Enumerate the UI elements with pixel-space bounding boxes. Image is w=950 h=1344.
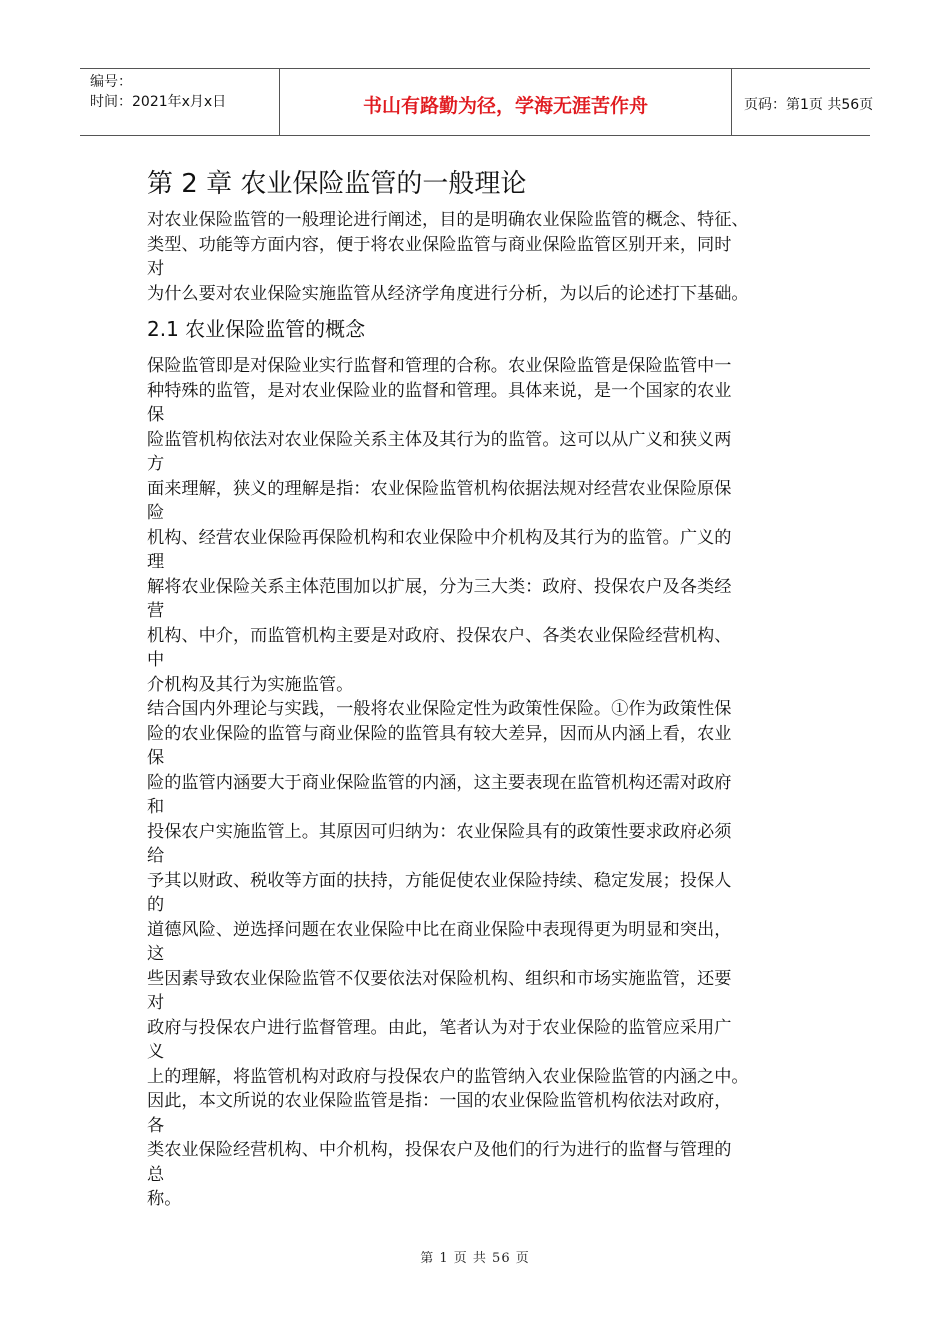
number-label: 编号：	[90, 74, 132, 90]
text-line: 称。	[147, 1189, 182, 1209]
text-line: 介机构及其行为实施监管。	[147, 674, 354, 695]
header-info-cell	[80, 69, 280, 135]
chapter-title: 第 2 章 农业保险监管的一般理论	[147, 169, 527, 199]
text-line: 机构、经营农业保险再保险机构和农业保险中介机构及其行为的监管。广义的	[147, 527, 732, 548]
text-line: 面来理解，狭义的理解是指：农业保险监管机构依据法规对经营农业保险原保	[147, 478, 732, 499]
intro-paragraph	[147, 208, 817, 306]
section-title: 2.1 农业保险监管的概念	[147, 317, 366, 341]
text-line: 因此，本文所说的农业保险监管是指：一国的农业保险监管机构依法对政府，	[147, 1091, 732, 1111]
header-motto-cell	[280, 69, 732, 135]
text-line: 解将农业保险关系主体范围加以扩展，分为三大类：政府、投保农户及各类经	[147, 576, 732, 597]
text-line: 方	[147, 454, 165, 474]
text-line: 险监管机构依法对农业保险关系主体及其行为的监管。这可以从广义和狭义两	[147, 429, 732, 450]
text-line: 保险监管即是对保险业实行监督和管理的合称。农业保险监管是保险监管中一	[147, 356, 732, 376]
text-line: 些因素导致农业保险监管不仅要依法对保险机构、组织和市场实施监管，还要	[147, 968, 732, 989]
text-line: 为什么要对农业保险实施监管从经济学角度进行分析，为以后的论述打下基础。	[147, 283, 749, 304]
text-line: 保	[147, 405, 165, 425]
text-line: 给	[147, 846, 165, 866]
date-label: 时间：2021年x月x日	[90, 94, 227, 110]
text-line: 理	[147, 552, 165, 572]
text-line: 对	[147, 993, 165, 1013]
text-line: 投保农户实施监管上。其原因可归纳为：农业保险具有的政策性要求政府必须	[147, 821, 732, 842]
text-line: 结合国内外理论与实践，一般将农业保险定性为政策性保险。①作为政策性保	[147, 699, 732, 719]
text-line: 和	[147, 797, 165, 817]
text-line: 义	[147, 1042, 165, 1062]
text-line: 营	[147, 601, 165, 621]
text-line: 上的理解，将监管机构对政府与投保农户的监管纳入农业保险监管的内涵之中。	[147, 1066, 749, 1087]
header-page-cell	[732, 69, 874, 135]
text-line: 对	[147, 259, 165, 279]
page-footer: 第 1 页 共 56 页	[420, 1251, 530, 1266]
text-line: 的	[147, 895, 165, 915]
motto: 书山有路勤为径，学海无涯苦作舟	[362, 95, 648, 117]
text-line: 道德风险、逆选择问题在农业保险中比在商业保险中表现得更为明显和突出，	[147, 919, 732, 940]
text-line: 种特殊的监管，是对农业保险业的监督和管理。具体来说，是一个国家的农业	[147, 380, 732, 401]
text-line: 保	[147, 748, 165, 768]
page-header	[80, 68, 874, 136]
text-line: 总	[147, 1164, 165, 1185]
text-line: 机构、中介，而监管机构主要是对政府、投保农户、各类农业保险经营机构、	[147, 625, 732, 646]
text-line: 对农业保险监管的一般理论进行阐述，目的是明确农业保险监管的概念、特征、	[147, 210, 749, 230]
text-line: 政府与投保农户进行监督管理。由此，笔者认为对于农业保险的监管应采用广	[147, 1017, 732, 1038]
text-line: 中	[147, 650, 165, 670]
section-body	[147, 354, 817, 1212]
text-line: 这	[147, 944, 165, 964]
text-line: 类农业保险经营机构、中介机构，投保农户及他们的行为进行的监督与管理的	[147, 1140, 732, 1160]
text-line: 险的监管内涵要大于商业保险监管的内涵，这主要表现在监管机构还需对政府	[147, 772, 732, 793]
page-code: 页码：第1页 共56页	[744, 97, 874, 113]
text-line: 各	[147, 1115, 165, 1136]
text-line: 险的农业保险的监管与商业保险的监管具有较大差异，因而从内涵上看，农业	[147, 723, 732, 744]
text-line: 予其以财政、税收等方面的扶持，方能促使农业保险持续、稳定发展；投保人	[147, 870, 732, 891]
text-line: 类型、功能等方面内容，便于将农业保险监管与商业保险监管区别开来，同时	[147, 234, 732, 255]
document-body	[147, 166, 817, 1212]
text-line: 险	[147, 503, 165, 523]
